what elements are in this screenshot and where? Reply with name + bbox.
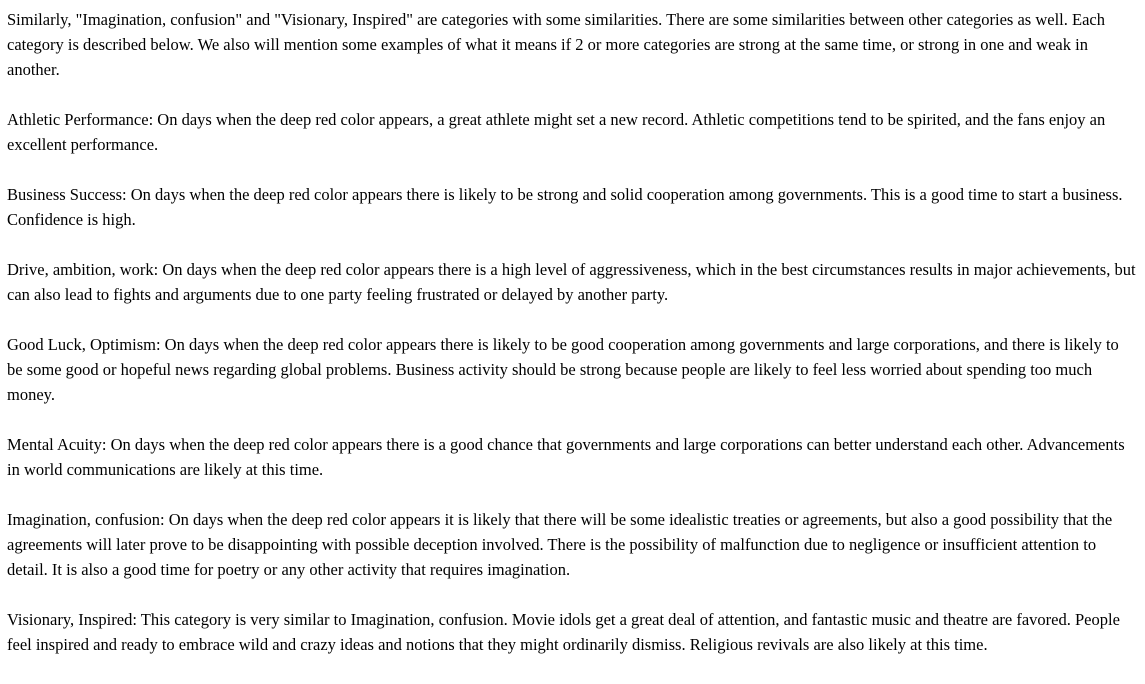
business-success-paragraph: Business Success: On days when the deep red color appears there is likely to be strong and solid cooperation among governments. This is a good time to start a business. Confidence is high.: [7, 185, 1123, 229]
intro-paragraph: Similarly, "Imagination, confusion" and "Visionary, Inspired" are categories with some similarities. There are some similarities between other categories as well. Each category is described below. We also will mention some examples of what it means if 2 or more categories are strong at the same time, or strong in one and weak in another.: [7, 10, 1105, 79]
mental-acuity-paragraph: Mental Acuity: On days when the deep red color appears there is a good chance that governments and large corporations can better understand each other. Advancements in world communications are likely at this time.: [7, 435, 1125, 479]
visionary-inspired-paragraph: Visionary, Inspired: This category is very similar to Imagination, confusion. Movie idols get a great deal of attention, and fantastic music and theatre are favored. People feel inspired and ready to embrace wild and crazy ideas and notions that they might ordinarily dismiss. Religious revivals are also likely at this time.: [7, 610, 1120, 654]
document-body: [7, 7, 1138, 657]
imagination-confusion-paragraph: Imagination, confusion: On days when the deep red color appears it is likely that there will be some idealistic treaties or agreements, but also a good possibility that the agreements will later prove to be disappointing with possible deception involved. There is the possibility of malfunction due to negligence or insufficient attention to detail. It is also a good time for poetry or any other activity that requires imagination.: [7, 510, 1113, 579]
athletic-performance-paragraph: Athletic Performance: On days when the deep red color appears, a great athlete might set a new record. Athletic competitions tend to be spirited, and the fans enjoy an excellent performance.: [7, 110, 1106, 154]
good-luck-optimism-paragraph: Good Luck, Optimism: On days when the deep red color appears there is likely to be good cooperation among governments and large corporations, and there is likely to be some good or hopeful news regarding global problems. Business activity should be strong because people are likely to feel less worried about spending too much money.: [7, 335, 1119, 404]
drive-ambition-work-paragraph: Drive, ambition, work: On days when the deep red color appears there is a high level of aggressiveness, which in the best circumstances results in major achievements, but can also lead to fights and arguments due to one party feeling frustrated or delayed by another party.: [7, 260, 1136, 304]
